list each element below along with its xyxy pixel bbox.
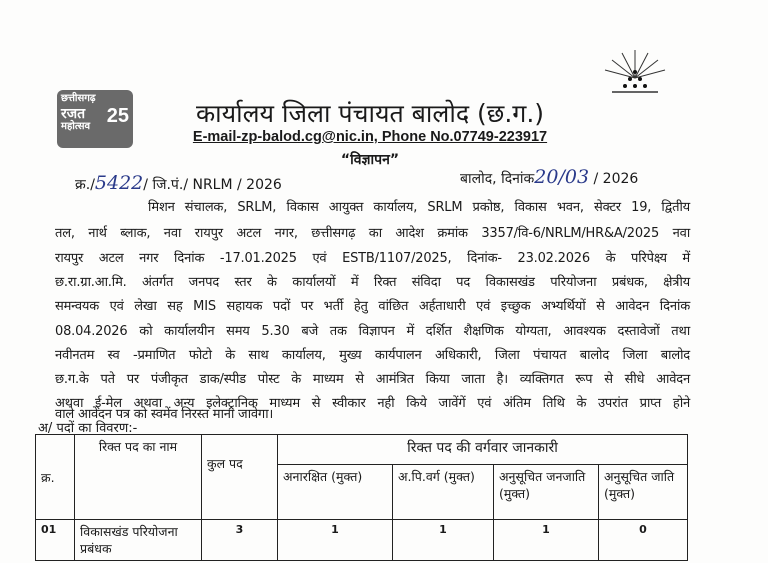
logo-line: महोत्सव <box>61 121 91 132</box>
office-title: कार्यालय जिला पंचायत बालोद (छ.ग.) <box>195 99 545 128</box>
advertisement-heading: “विज्ञापन” <box>340 152 400 168</box>
body-line: रायपुर अटल नगर दिनांक -17.01.2025 एवं ESTB/1107/2025, दिनांक- 23.02.2026 के परिपेक्ष्य में <box>55 251 690 266</box>
logo-line: रजत <box>61 105 86 121</box>
posts-table <box>35 434 688 561</box>
body-line: 08.04.2026 को कार्यालयीन समय 5.30 बजे तक विज्ञापन में दर्शित शैक्षणिक योग्यता, आवश्यक दस्तावेजों तथा <box>55 324 690 339</box>
issue-date <box>460 166 638 188</box>
col-header-category-group: रिक्त पद की वर्गवार जानकारी <box>278 435 688 465</box>
cell-post: विकासखंड परियोजना प्रबंधक <box>75 520 202 561</box>
contact-line: E-mail-zp-balod.cg@nic.in, Phone No.07749-223917 <box>192 129 548 145</box>
body-line: छ.रा.ग्रा.आ.मि. अंतर्गत जनपद स्तर के कार्यालयों में रिक्त संविदा पद विकासखंड परियोजना प्रबंधक, क्षेत्रीय <box>55 275 690 290</box>
body-line: समन्वयक एवं लेखा सह MIS सहायक पदों पर भर्ती हेतु वांछित अर्हताधारी एवं इच्छुक अभ्यर्थियों से आवेदन दिनांक <box>55 299 690 314</box>
body-line: तल, नार्थ ब्लाक, नवा रायपुर अटल नगर, छत्तीसगढ़ का आदेश क्रमांक 3357/वि-6/NRLM/HR&A/2025 नवा <box>55 226 690 241</box>
date-handwritten: 20/03 <box>534 166 590 188</box>
cell-sno: 01 <box>36 520 75 561</box>
ref-suffix: / जि.पं./ NRLM / 2026 <box>143 177 282 193</box>
ref-handwritten-number: 5422 <box>94 172 144 194</box>
cell-obc: 1 <box>393 520 494 561</box>
cell-unreserved: 1 <box>278 520 393 561</box>
col-header-post: रिक्त पद का नाम <box>75 435 202 520</box>
cell-sc: 0 <box>599 520 688 561</box>
ref-prefix: क्र./ <box>75 177 95 193</box>
table-row <box>36 520 688 561</box>
body-line: नवीनतम स्व -प्रमाणित फोटो के साथ कार्यालय, मुख्य कार्यपालन अधिकारी, जिला पंचायत बालोद जिला बालोद <box>55 348 690 363</box>
body-line: अथवा ई-मेल अथवा अन्य इलेक्ट्रानिक माध्यम से स्वीकार नही किये जावेंगें एवं अंतिम तिथि के उपरांत प्राप्त होने <box>55 396 690 411</box>
col-header-total: कुल पद <box>202 435 278 520</box>
col-header-sno: क्र. <box>36 435 75 520</box>
col-header-unreserved: अनारक्षित (मुक्त) <box>278 465 393 520</box>
body-line: छ.ग.के पते पर पंजीकृत डाक/स्पीड पोस्ट के माध्यम से आमंत्रित किया जाता है। व्यक्तिगत रूप से सीधे आवेदन <box>55 372 690 387</box>
logo-line: छत्तीसगढ़ <box>61 93 96 104</box>
date-year: / 2026 <box>589 171 639 187</box>
logo-number: 25 <box>106 105 129 127</box>
body-line: मिशन संचालक, SRLM, विकास आयुक्त कार्यालय, SRLM प्रकोष्ठ, विकास भवन, सेक्टर 19, द्वितीय <box>148 200 690 215</box>
col-header-obc: अ.पि.वर्ग (मुक्त) <box>393 465 494 520</box>
col-header-sc: अनुसूचित जाति (मुक्त) <box>599 465 688 520</box>
section-title: अ/ पदों का विवरण:- <box>38 421 138 436</box>
cell-total: 3 <box>202 520 278 561</box>
reference-number <box>75 172 282 194</box>
emblem-icon <box>600 48 670 98</box>
date-label: बालोद, दिनांक <box>460 171 535 187</box>
body-line: वाले आवेदन पत्र को स्वमेंव निरस्त माना जावेगा। <box>55 407 274 422</box>
cell-st: 1 <box>494 520 599 561</box>
col-header-st: अनुसूचित जनजाति (मुक्त) <box>494 465 599 520</box>
